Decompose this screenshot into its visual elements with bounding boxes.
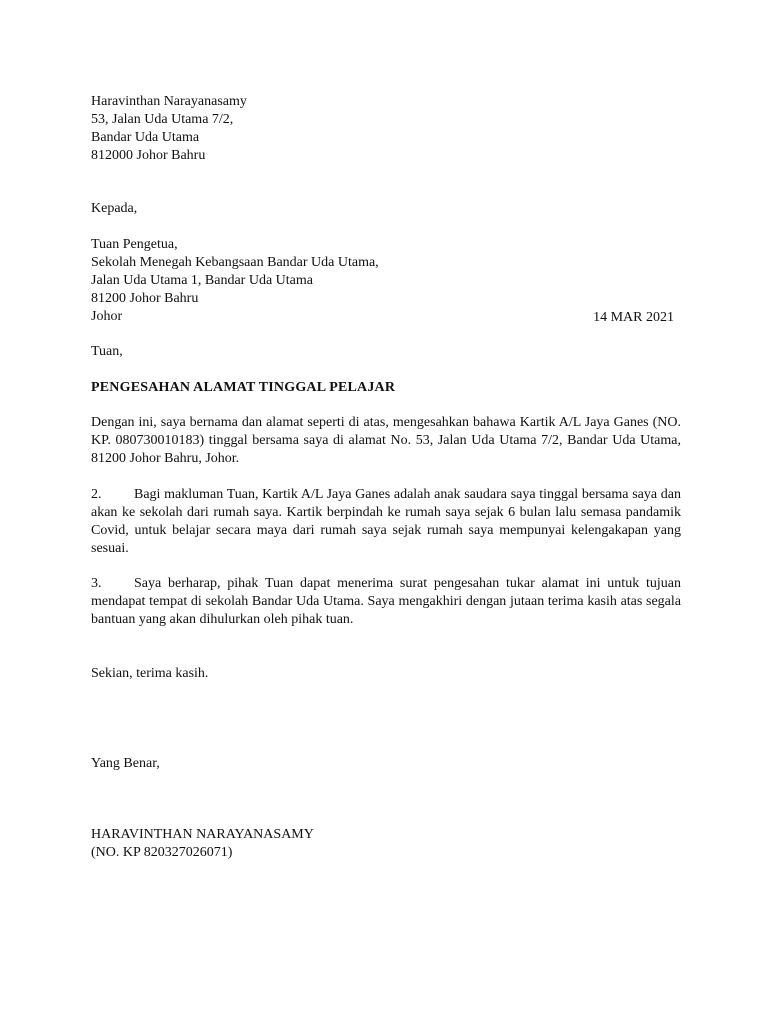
sender-address-line-2: Bandar Uda Utama [91,130,200,145]
recipient-line-2: Sekolah Menegah Kebangsaan Bandar Uda Utama, [91,255,379,270]
sender-address-line-1: 53, Jalan Uda Utama 7/2, [91,112,234,127]
to-label: Kepada, [91,201,138,216]
paragraph-2-text: Bagi makluman Tuan, Kartik A/L Jaya Ganes adalah anak saudara saya tinggal bersama saya dan akan ke sekolah dari rumah saya. Kartik berpindah ke rumah saya sejak 6 bulan lalu semasa pandamik Covid, untuk belajar secara maya dari rumah saya sejak rumah saya mempunyai kelengakapan yang sesuai. [91,487,681,556]
recipient-line-5: Johor [91,309,123,324]
closing-block [91,665,208,683]
signatory-block [91,826,314,862]
closing-text: Sekian, terima kasih. [91,666,209,681]
paragraph-2-number: 2. [91,487,102,502]
recipient-line-4: 81200 Johor Bahru [91,291,199,306]
letter-subject: PENGESAHAN ALAMAT TINGGAL PELAJAR [91,380,396,395]
paragraph-3-text: Saya berharap, pihak Tuan dapat menerima surat pengesahan tukar alamat ini untuk tujuan mendapat tempat di sekolah Bandar Uda Utama. Saya mengakhiri dengan jutaan terima kasih atas segala bantuan yang akan dihulurkan oleh pihak tuan. [91,576,681,627]
body-paragraph-1 [91,414,681,468]
salutation: Tuan, [91,344,123,359]
recipient-block [91,236,379,326]
signatory-name: HARAVINTHAN NARAYANASAMY [91,827,314,842]
sender-name: Haravinthan Narayanasamy [91,94,247,109]
sign-off-block [91,755,160,773]
recipient-to-label [91,200,137,218]
body-paragraph-3 [91,575,681,629]
recipient-line-3: Jalan Uda Utama 1, Bandar Uda Utama [91,273,313,288]
body-paragraph-2 [91,486,681,558]
signatory-ic: (NO. KP 820327026071) [91,845,233,860]
sender-block [91,93,247,165]
recipient-line-1: Tuan Pengetua, [91,237,178,252]
paragraph-3-number: 3. [91,576,102,591]
sender-address-line-3: 812000 Johor Bahru [91,148,206,163]
salutation-block [91,343,123,361]
paragraph-1-text: Dengan ini, saya bernama dan alamat seperti di atas, mengesahkan bahawa Kartik A/L Jaya Ganes (NO. KP. 080730010183) tinggal bersama saya di alamat No. 53, Jalan Uda Utama 7/2, Bandar Uda Utama, 81200 Johor Bahru, Johor. [91,415,681,466]
letter-date: 14 MAR 2021 [593,310,674,325]
sign-off: Yang Benar, [91,756,160,771]
